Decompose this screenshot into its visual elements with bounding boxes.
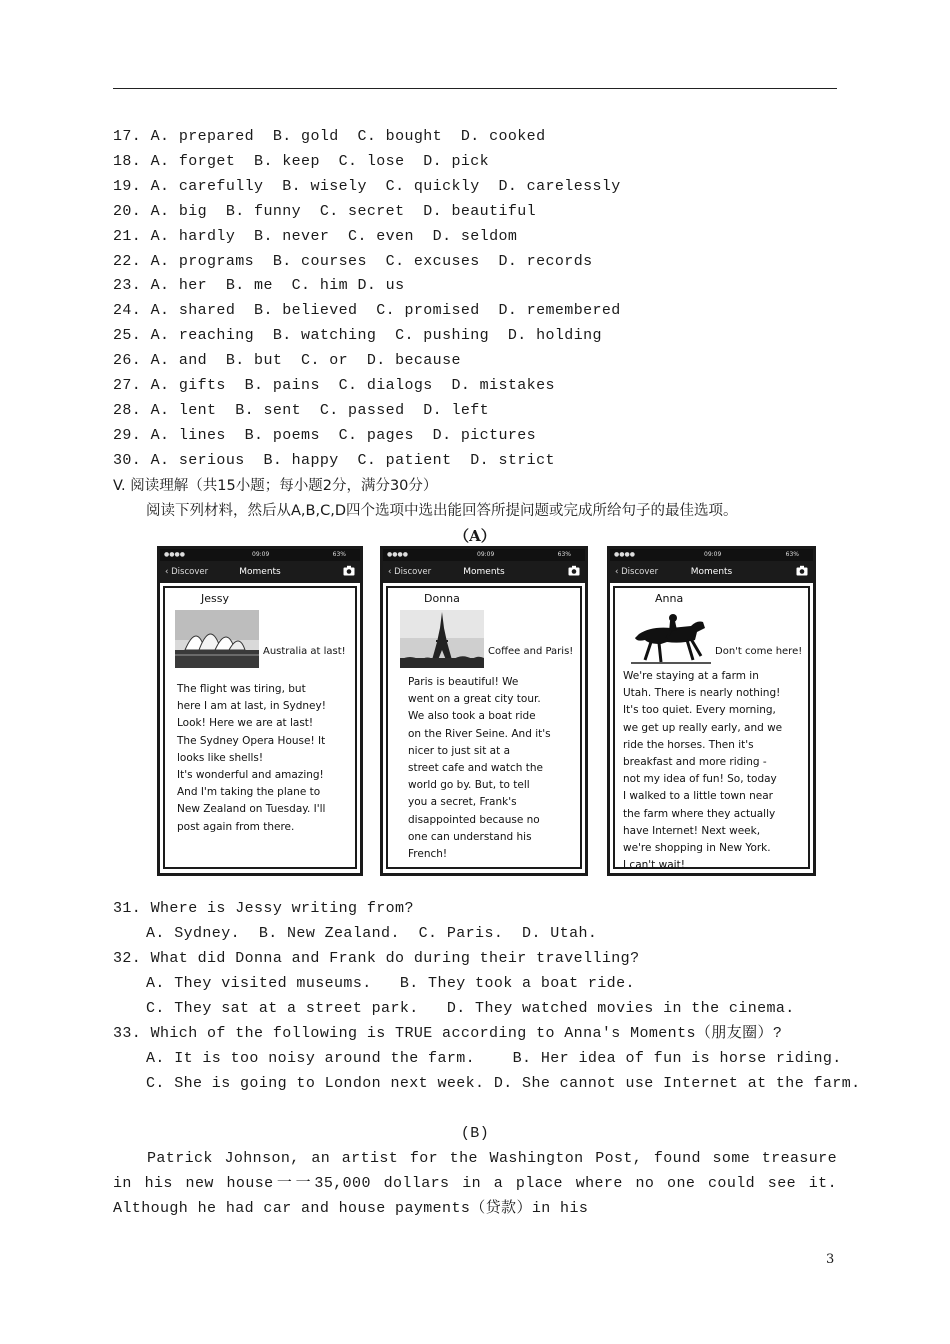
- moment-card: [613, 586, 810, 872]
- back-button[interactable]: ‹ Discover: [165, 567, 209, 577]
- question-32-options-ab: A. They visited museums. B. They took a boat ride.: [146, 975, 635, 992]
- moment-card: [386, 586, 582, 869]
- post-caption: Australia at last!: [263, 646, 346, 657]
- question-32: 32. What did Donna and Frank do during their travelling?: [113, 950, 640, 967]
- nav-bar: [610, 561, 813, 583]
- back-button[interactable]: ‹ Discover: [388, 567, 432, 577]
- camera-icon[interactable]: [796, 565, 808, 576]
- status-bar: ●●●● 09:09 63%: [610, 549, 813, 561]
- question-28: 28. A. lent B. sent C. passed D. left: [113, 402, 490, 419]
- nav-title: Moments: [690, 567, 733, 577]
- question-33-options-ab: A. It is too noisy around the farm. B. Her idea of fun is horse riding.: [146, 1050, 842, 1067]
- phone-jessy: [157, 546, 363, 876]
- post-body: We're staying at a farm in Utah. There is nearly nothing! It's too quiet. Every morning, we get up really early, and we ride the horses. Then it's breakfast and more riding - not my idea of fun! So, today I walked to a little town near the farm where they actually have Internet! Next week, we're shopping in New York. I can't wait!: [623, 670, 783, 872]
- nav-title: Moments: [239, 567, 281, 577]
- nav-title: Moments: [463, 567, 505, 577]
- page-number: 3: [826, 1252, 835, 1267]
- back-button[interactable]: ‹ Discover: [615, 567, 659, 577]
- question-21: 21. A. hardly B. never C. even D. seldom: [113, 228, 518, 245]
- question-26: 26. A. and B. but C. or D. because: [113, 352, 461, 369]
- moment-card: [163, 586, 357, 869]
- question-29: 29. A. lines B. poems C. pages D. pictures: [113, 427, 537, 444]
- post-body: Paris is beautiful! We went on a great city tour. We also took a boat ride on the River Seine. And it's nicer to just sit at a street cafe and watch the world go by. But, to tell you a secret, Frank's disappointed because no one can understand his French!: [408, 676, 551, 861]
- question-22: 22. A. programs B. courses C. excuses D. records: [113, 253, 593, 270]
- question-20: 20. A. big B. funny C. secret D. beautiful: [113, 203, 537, 220]
- question-30: 30. A. serious B. happy C. patient D. strict: [113, 452, 555, 469]
- header-rule: [113, 88, 837, 89]
- part-b-paragraph: Patrick Johnson, an artist for the Washington Post, found some treasure in his new house一一35,000 dollars in a place where no one could see it. Although he had car and house payments（贷款）in his: [113, 1150, 837, 1217]
- opera-house-photo: [175, 610, 259, 668]
- question-33-options-cd: C. She is going to London next week. D. She cannot use Internet at the farm.: [146, 1075, 861, 1092]
- post-caption: Don't come here!: [715, 646, 803, 657]
- question-24: 24. A. shared B. believed C. promised D. remembered: [113, 302, 621, 319]
- poster-name: Donna: [424, 592, 460, 605]
- question-33: 33. Which of the following is TRUE according to Anna's Moments（朋友圈）?: [113, 1025, 783, 1042]
- question-19: 19. A. carefully B. wisely C. quickly D. carelessly: [113, 178, 621, 195]
- part-b-label: (B): [460, 1125, 490, 1142]
- question-23: 23. A. her B. me C. him D. us: [113, 277, 405, 294]
- question-32-options-cd: C. They sat at a street park. D. They watched movies in the cinema.: [146, 1000, 795, 1017]
- section-instruction: 阅读下列材料，然后从A,B,C,D四个选项中选出能回答所提问题或完成所给句子的最佳选项。: [146, 503, 738, 519]
- nav-bar: [383, 561, 585, 583]
- status-bar: ●●●● 09:09 63%: [383, 549, 585, 561]
- phone-anna: [607, 546, 816, 876]
- question-27: 27. A. gifts B. pains C. dialogs D. mistakes: [113, 377, 555, 394]
- poster-name: Jessy: [201, 592, 229, 605]
- status-bar: ●●●● 09:09 63%: [160, 549, 360, 561]
- question-18: 18. A. forget B. keep C. lose D. pick: [113, 153, 490, 170]
- eiffel-tower-photo: [400, 610, 484, 668]
- question-25: 25. A. reaching B. watching C. pushing D. holding: [113, 327, 602, 344]
- section-heading: V. 阅读理解（共15小题；每小题2分，满分30分）: [113, 478, 438, 494]
- horse-rider-photo: [631, 610, 711, 666]
- camera-icon[interactable]: [343, 565, 355, 576]
- nav-bar: [160, 561, 360, 583]
- post-caption: Coffee and Paris!: [488, 646, 574, 657]
- part-a-label: （A）: [454, 527, 496, 545]
- poster-name: Anna: [655, 592, 684, 605]
- question-17: 17. A. prepared B. gold C. bought D. cooked: [113, 128, 546, 145]
- post-body: The flight was tiring, but here I am at last, in Sydney! Look! Here we are at last! The Sydney Opera House! It looks like shells! It's wonderful and amazing! And I'm taking the plane to New Zealand on Tuesday. I'll post again from there.: [177, 683, 326, 833]
- phone-donna: [380, 546, 588, 876]
- camera-icon[interactable]: [568, 565, 580, 576]
- question-31: 31. Where is Jessy writing from?: [113, 900, 414, 917]
- question-31-options: A. Sydney. B. New Zealand. C. Paris. D. Utah.: [146, 925, 598, 942]
